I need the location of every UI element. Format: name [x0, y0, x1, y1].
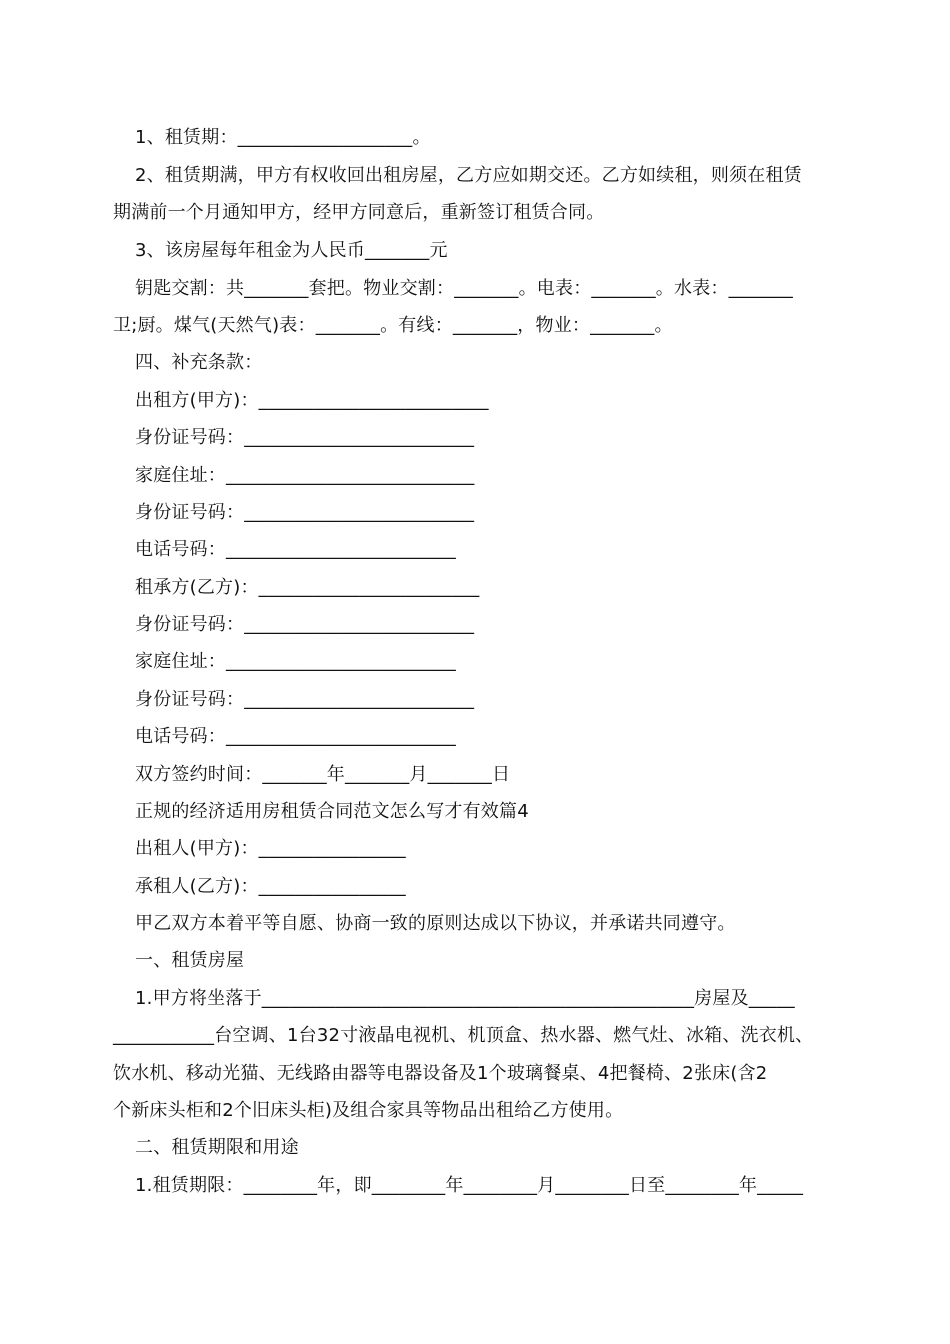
appliance-list-line-2: 饮水机、移动光猫、无线路由器等电器设备及1个玻璃餐桌、4把餐椅、2张床(含2 [113, 1063, 768, 1084]
lessee-phone-field: 电话号码：_________________________ [135, 726, 456, 747]
lessor-field: 出租方(甲方)：_________________________ [135, 390, 489, 411]
annual-rent-line: 3、该房屋每年租金为人民币_______元 [135, 240, 448, 261]
signing-date-field: 双方签约时间：_______年_______月_______日 [135, 764, 511, 785]
lessor-field-2: 出租人(甲方)：________________ [135, 838, 406, 859]
lease-expiry-line-2: 期满前一个月通知甲方，经甲方同意后，重新签订租赁合同。 [113, 202, 605, 223]
lease-term-dates-line: 1.租赁期限：________年，即________年________月________日至________年_____ [135, 1175, 804, 1196]
lease-term-line: 1、租赁期：___________________。 [135, 127, 431, 148]
section-title: 正规的经济适用房租赁合同范文怎么写才有效篇4 [135, 801, 529, 822]
property-location-line: 1.甲方将坐落于_______________________________________________房屋及_____ [135, 988, 795, 1009]
heading-lease-term-purpose: 二、租赁期限和用途 [135, 1137, 299, 1158]
lessee-id-field-2: 身份证号码：_________________________ [135, 689, 475, 710]
supplementary-terms-heading: 四、补充条款： [135, 352, 263, 373]
heading-leased-property: 一、租赁房屋 [135, 950, 245, 971]
lessee-address-field: 家庭住址：_________________________ [135, 651, 456, 672]
lessor-address-field: 家庭住址：___________________________ [135, 465, 475, 486]
agreement-intro: 甲乙双方本着平等自愿、协商一致的原则达成以下协议，并承诺共同遵守。 [135, 913, 736, 934]
handover-line-1: 钥匙交割：共_______套把。物业交割：_______。电表：_______。水表：_______ [135, 278, 793, 299]
lessor-id-field: 身份证号码：_________________________ [135, 427, 475, 448]
lease-expiry-line-1: 2、租赁期满，甲方有权收回出租房屋，乙方应如期交还。乙方如续租，则须在租赁 [135, 165, 802, 186]
appliance-list-line-1: ___________台空调、1台32寸液晶电视机、机顶盒、热水器、燃气灶、冰箱、洗衣机、 [113, 1025, 814, 1046]
lessee-field: 租承方(乙方)：________________________ [135, 577, 480, 598]
lessee-field-2: 承租人(乙方)：________________ [135, 876, 406, 897]
lessor-id-field-2: 身份证号码：_________________________ [135, 502, 475, 523]
handover-line-2: 卫;厨。煤气(天然气)表：_______。有线：_______，物业：_______。 [113, 315, 673, 336]
lessee-id-field: 身份证号码：_________________________ [135, 614, 475, 635]
lessor-phone-field: 电话号码：_________________________ [135, 539, 456, 560]
appliance-list-line-3: 个新床头柜和2个旧床头柜)及组合家具等物品出租给乙方使用。 [113, 1100, 624, 1121]
